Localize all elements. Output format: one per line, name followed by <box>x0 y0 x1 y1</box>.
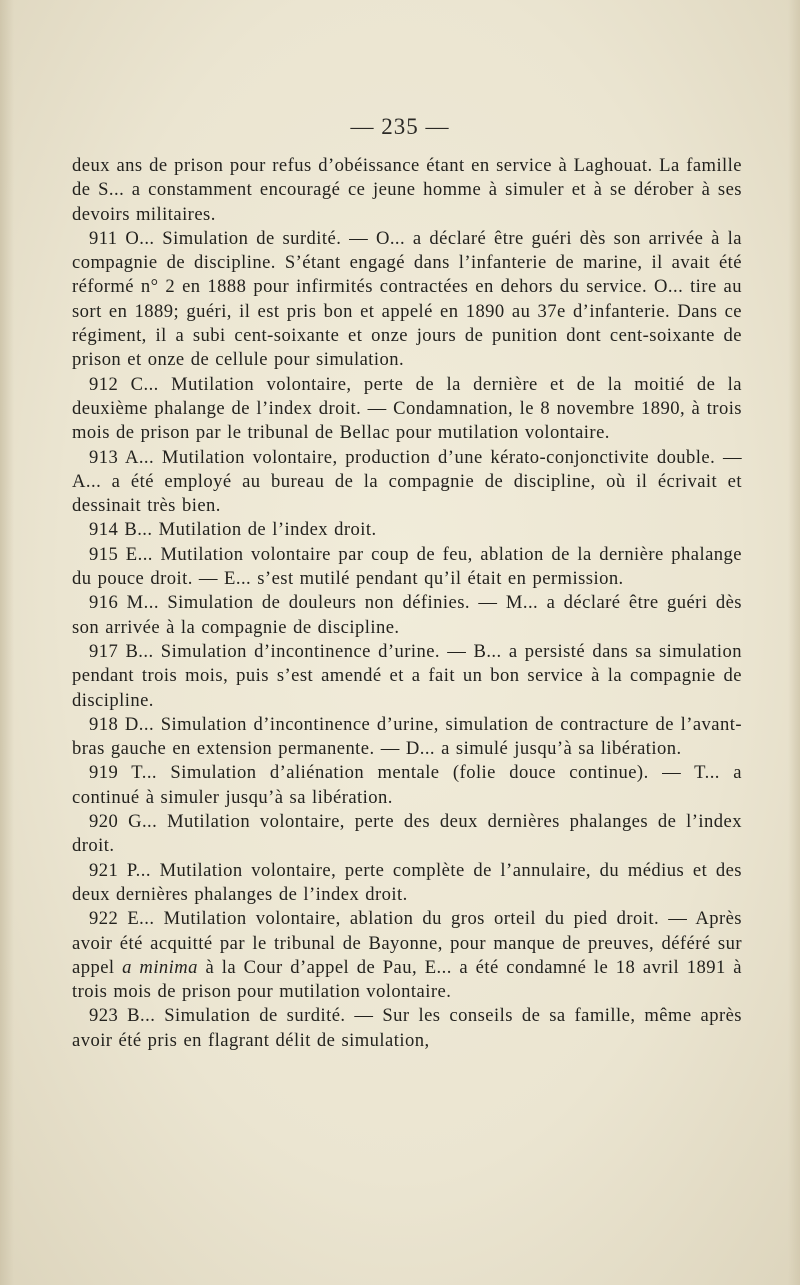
entry-922-text-after: à la Cour d’appel de Pau, E... a été condamné le 18 avril 1891 à trois mois de prison pour mutilation volontaire. <box>72 956 743 1003</box>
entry-922-italic: a minima <box>122 956 198 978</box>
entry-912: 912 C... Mutilation volontaire, perte de la dernière et de la moitié de la deuxième phalange de l’index droit. — Condamnation, le 8 novembre 1890, à trois mois de prison par le tribunal de Bellac pour mutilation volontaire. <box>72 373 742 444</box>
paragraph-continuation: deux ans de prison pour refus d’obéissance étant en service à Laghouat. La famille de S... a constamment encouragé ce jeune homme à simuler et à se dérober à ses devoirs militaires. <box>72 155 742 225</box>
entry-915: 915 E... Mutilation volontaire par coup de feu, ablation de la dernière phalange du pouce droit. — E... s’est mutilé pendant qu’il était en permission. <box>72 543 742 590</box>
entry-923: 923 B... Simulation de surdité. — Sur les conseils de sa famille, même après avoir été pris en flagrant délit de simulation, <box>72 1005 742 1051</box>
entry-922 <box>72 907 742 1004</box>
entry-914: 914 B... Mutilation de l’index droit. <box>89 519 377 541</box>
entry-922-text-before: 922 E... Mutilation volontaire, ablation du gros orteil du pied droit. — Après avoir été acquitté par le tribunal de Bayonne, pour manque de preuves, déféré sur appel <box>72 908 742 978</box>
entry-911: 911 O... Simulation de surdité. — O... a déclaré être guéri dès son arrivée à la compagnie de discipline. S’étant engagé dans l’infanterie de marine, il avait été réformé n° 2 en 1888 pour infirmités contractées en dehors du service. O... tire au sort en 1889; guéri, il est pris bon et appelé en 1890 au 37e d’infanterie. Dans ce régiment, il a subi cent-soixante et onze jours de punition dont cent-soixante de prison et onze de cellule pour simulation. <box>72 227 742 371</box>
entry-918: 918 D... Simulation d’incontinence d’urine, simulation de contracture de l’avant-bras gauche en extension permanente. — D... a simulé jusqu’à sa libération. <box>72 713 742 760</box>
entry-913: 913 A... Mutilation volontaire, production d’une kérato-conjonctivite double. — A... a été employé au bureau de la compagnie de discipline, où il écrivait et dessinait très bien. <box>72 446 742 517</box>
entry-917: 917 B... Simulation d’incontinence d’urine. — B... a persisté dans sa simulation pendant trois mois, puis s’est amendé et a fait un bon service à la compagnie de discipline. <box>72 640 742 711</box>
entry-921: 921 P... Mutilation volontaire, perte complète de l’annulaire, du médius et des deux dernières phalanges de l’index droit. <box>72 859 742 905</box>
body-text <box>72 154 742 1053</box>
page-number: — 235 — <box>350 114 450 139</box>
entry-916: 916 M... Simulation de douleurs non définies. — M... a déclaré être guéri dès son arrivée à la compagnie de discipline. <box>72 592 742 638</box>
entry-920: 920 G... Mutilation volontaire, perte des deux dernières phalanges de l’index droit. <box>72 811 742 857</box>
entry-919: 919 T... Simulation d’aliénation mentale (folie douce continue). — T... a continué à simuler jusqu’à sa libération. <box>72 762 742 808</box>
